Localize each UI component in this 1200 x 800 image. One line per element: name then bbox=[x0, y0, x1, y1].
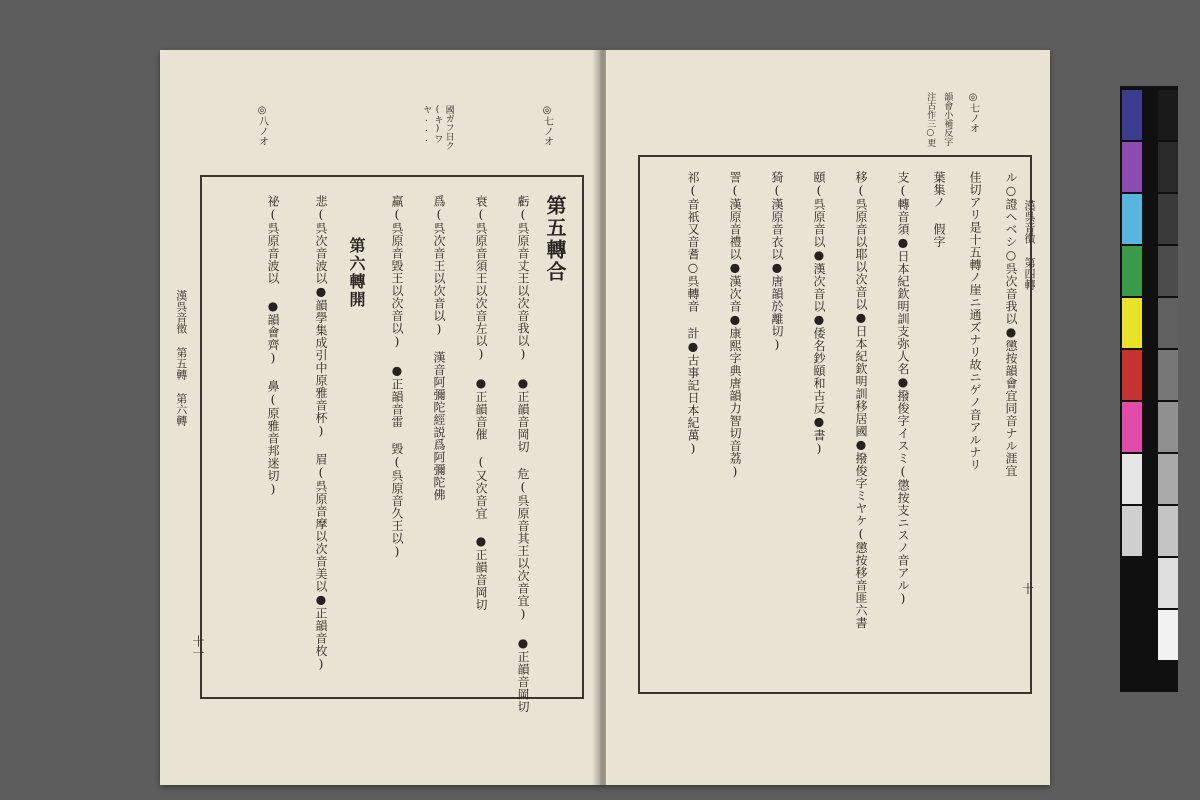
swatch-white bbox=[1122, 454, 1142, 504]
running-header-left: 漢呉音徵 第五轉 第六轉 bbox=[174, 290, 188, 426]
gray-step bbox=[1158, 298, 1178, 348]
right-page bbox=[606, 50, 1050, 785]
right-text-frame bbox=[638, 155, 1032, 694]
gray-step bbox=[1158, 142, 1178, 192]
swatch-yellow bbox=[1122, 298, 1142, 348]
page-number-right: 十 bbox=[1021, 582, 1034, 596]
gray-step bbox=[1158, 402, 1178, 452]
left-page bbox=[160, 50, 600, 785]
swatch-red bbox=[1122, 350, 1142, 400]
rcolumn-8: 祁(音祇又音耆○呉轉音 計●古事記日本紀萬) bbox=[686, 171, 700, 456]
top-note-right-0: ◎七ノオ bbox=[967, 92, 979, 133]
column-6: 悲(呉次音波以●韻學集成引中原雅音杯) 眉(呉原音摩以次音美以●正韻音枚) bbox=[314, 195, 328, 672]
open-book bbox=[160, 50, 1050, 785]
rcolumn-6: 猗(漢原音衣以●唐韻於離切) bbox=[770, 171, 784, 352]
rcolumn-1: 佳切アリ是十五轉ノ崖ニ通ズナリ故ニゲノ音アルナリ bbox=[968, 171, 982, 471]
rcolumn-4: 移(呉原音以耶以次音以●日本紀欽明訓移居國●撥俊字ミヤケ(懲按移音匪六書 bbox=[854, 171, 868, 629]
swatch-blue bbox=[1122, 90, 1142, 140]
gray-step bbox=[1158, 506, 1178, 556]
running-header-right: 漢呉音徵 第四轉 bbox=[1023, 200, 1036, 290]
rcolumn-2: 葉集ノ 假字 bbox=[932, 171, 946, 248]
column-7: 祕(呉原音波以 ●韻會齊) 鼻(原雅音邦迷切) bbox=[266, 195, 280, 497]
top-note-right-1: 韻會小補反字 bbox=[942, 92, 953, 146]
column-4: 羸(呉原音毀王以次音以) ●正韻音雷 毀(呉原音久王以) bbox=[390, 195, 404, 559]
swatch-light-gray bbox=[1122, 506, 1142, 556]
swatch-magenta bbox=[1122, 402, 1142, 452]
top-note-left-0: ◎七ノオ bbox=[541, 105, 553, 146]
color-calibration-chart bbox=[1120, 86, 1178, 692]
rcolumn-3: 支(轉音須●日本紀欽明訓支弥人名●撥俊字イスミ(懲按支ニスノ音アル) bbox=[896, 171, 910, 606]
swatch-purple bbox=[1122, 142, 1142, 192]
page-number-left: 十一 bbox=[191, 635, 205, 659]
gray-step bbox=[1158, 610, 1178, 660]
rcolumn-0: ル○證ヘベシ○呉次音我以●懲按韻會宜同音ナル涯宜 bbox=[1004, 171, 1018, 477]
gray-step bbox=[1158, 558, 1178, 608]
column-3: 爲(呉次音王以次音以) 漢音阿彌陀經説爲阿彌陀佛 bbox=[432, 195, 446, 501]
rcolumn-7: 詈(漢原音禮以●漢次音●康熙字典唐韻力智切音荔) bbox=[728, 171, 742, 479]
rcolumn-5: 頤(呉原音以●漢次音以●倭名鈔頤和古反●書) bbox=[812, 171, 826, 456]
gray-step bbox=[1158, 90, 1178, 140]
swatch-green bbox=[1122, 246, 1142, 296]
top-note-left-2: ◎八ノオ bbox=[256, 105, 268, 146]
top-note-right-2: 注古作三○更 bbox=[925, 92, 936, 147]
gray-step bbox=[1158, 350, 1178, 400]
section-title-6: 第六轉開 bbox=[347, 237, 366, 309]
gray-step bbox=[1158, 454, 1178, 504]
swatch-cyan bbox=[1122, 194, 1142, 244]
gray-step bbox=[1158, 194, 1178, 244]
column-2: 衰(呉原音須王以次音左以) ●正韻音催 (又次音宜 ●正韻音岡切 bbox=[474, 195, 488, 611]
section-title-5: 第五轉合 bbox=[543, 195, 567, 283]
top-note-left-1: 國ガフ日ク(キ)ワヤ... bbox=[421, 105, 454, 150]
gray-step bbox=[1158, 246, 1178, 296]
left-text-frame bbox=[200, 175, 584, 713]
column-1: 虧(呉原音丈王以次音我以) ●正韻音岡切 危(呉原音其王以次音宜) ●正韻音岡切 bbox=[516, 195, 530, 713]
